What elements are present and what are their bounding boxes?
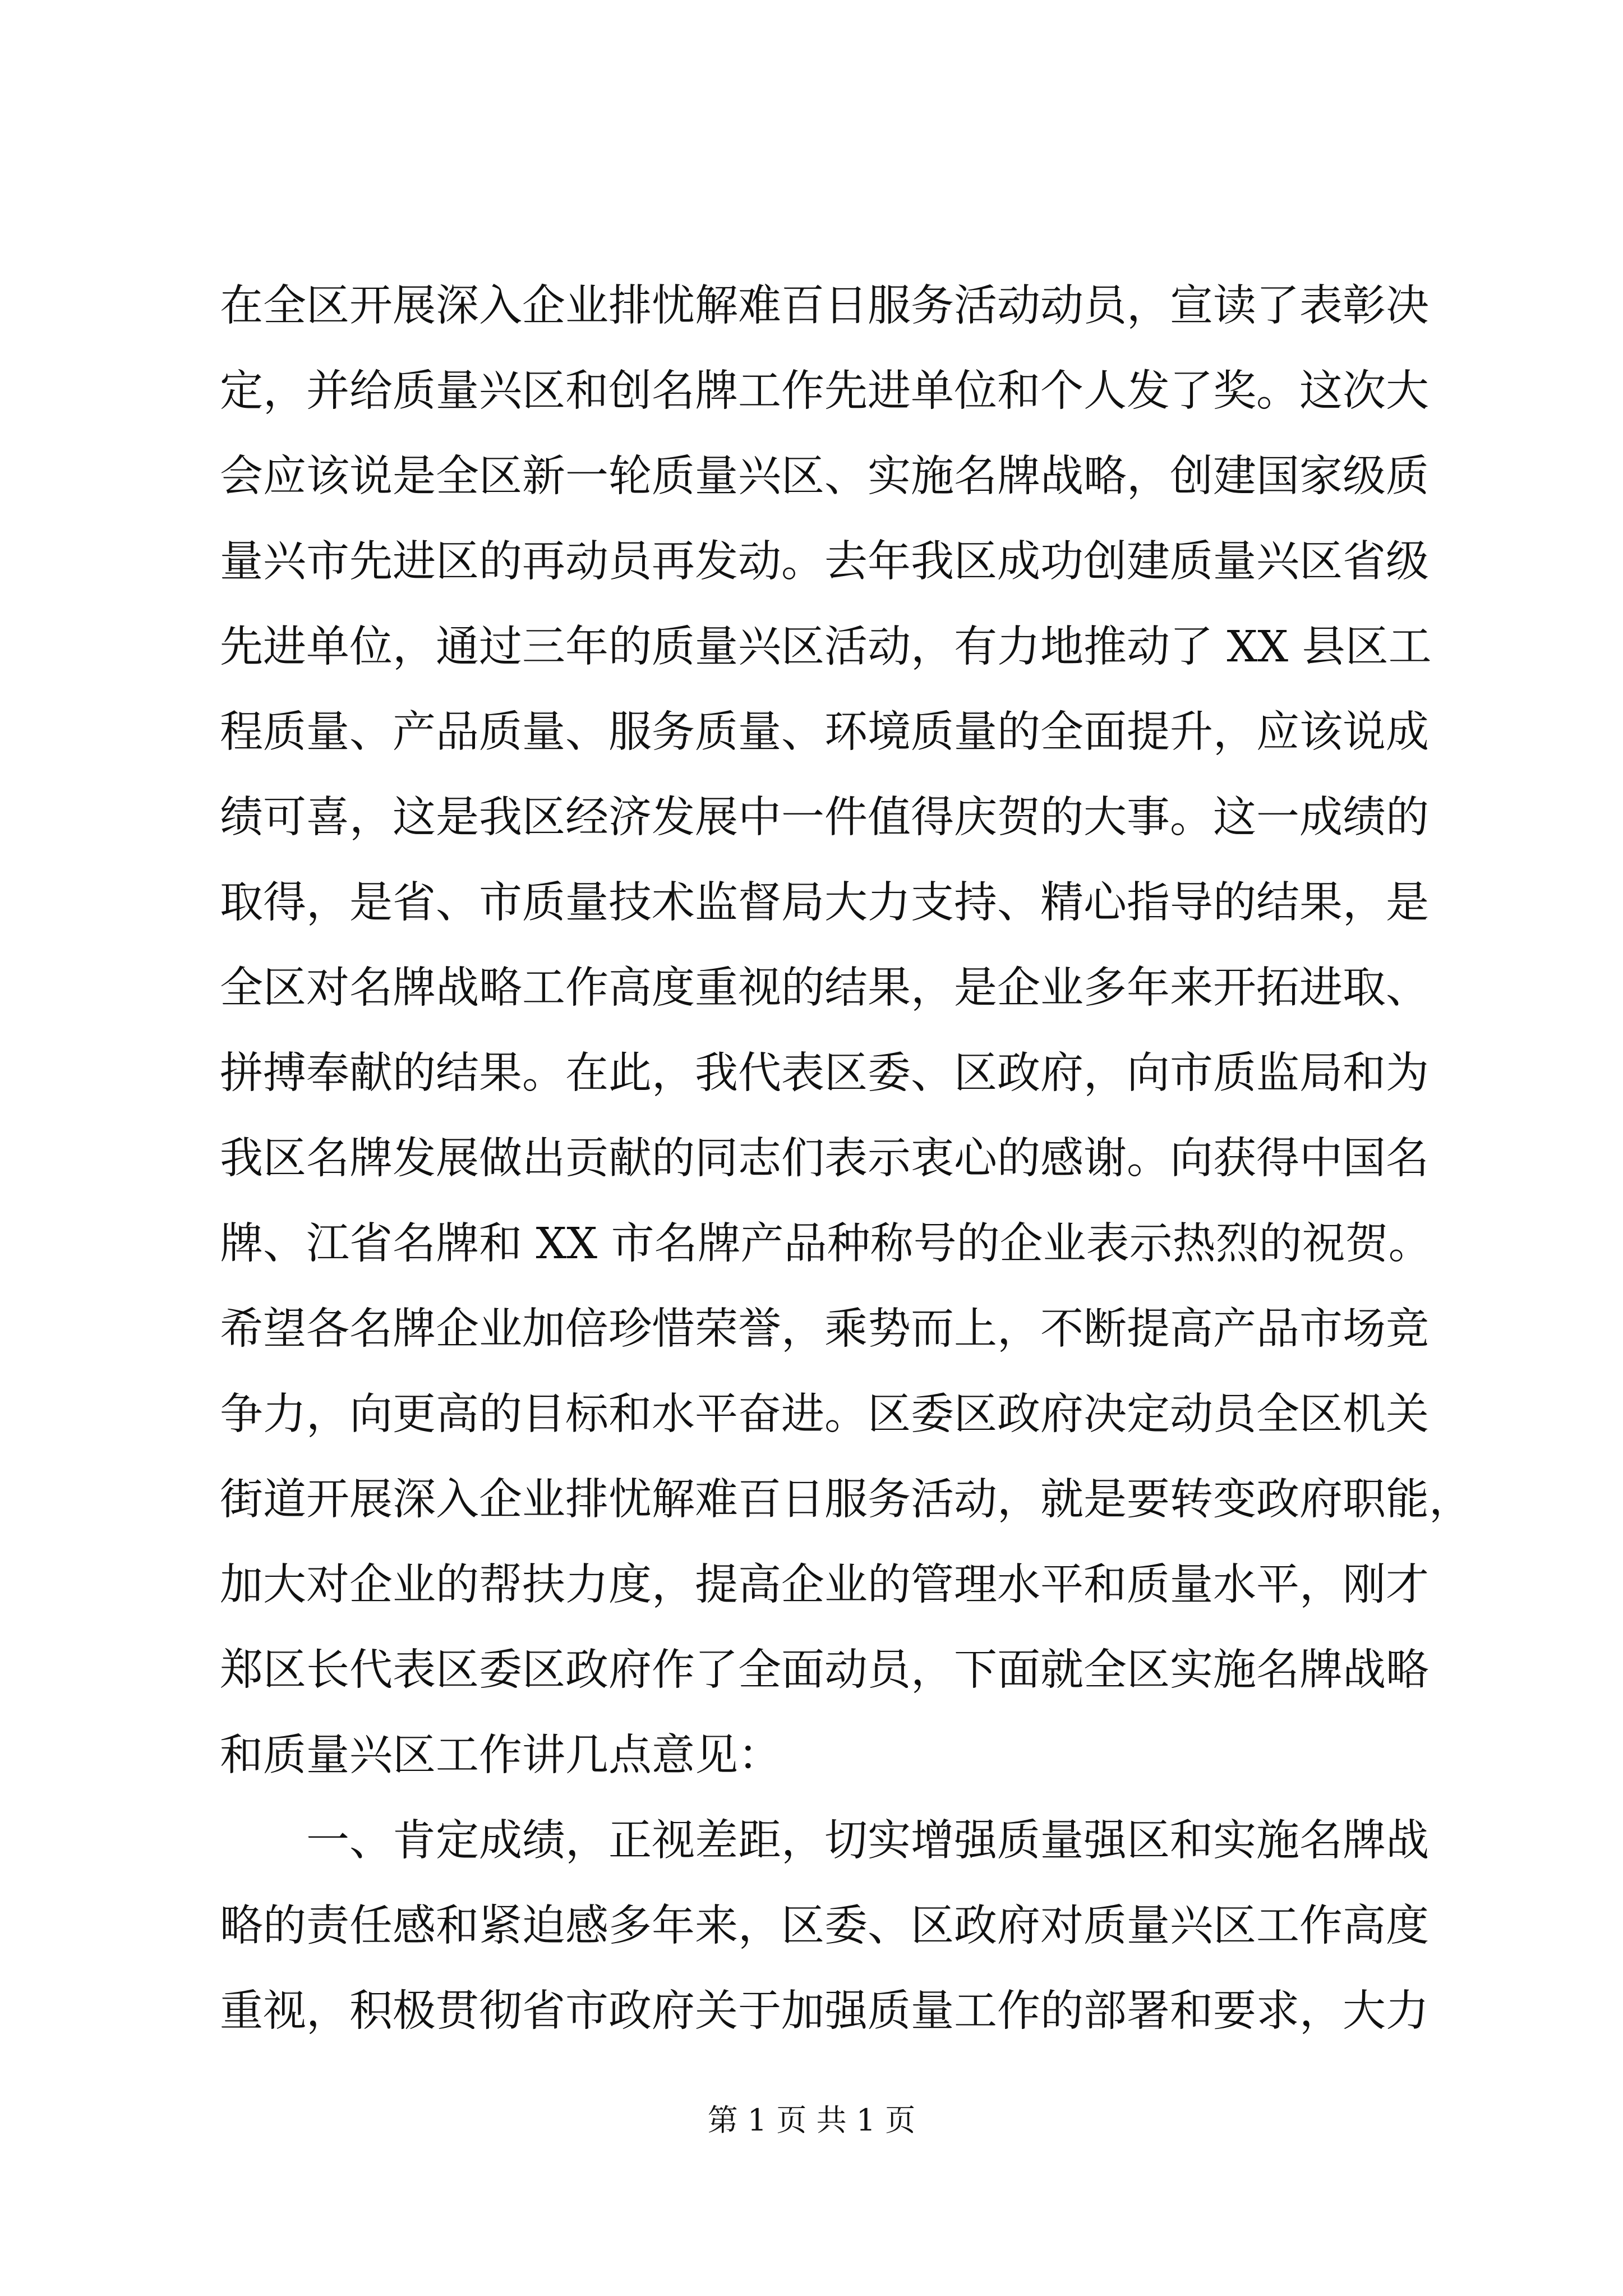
text-line: 拼搏奉献的结果。在此，我代表区委、区政府，向市质监局和为 [220, 1048, 1429, 1098]
text-line: 量兴市先进区的再动员再发动。去年我区成功创建质量兴区省级 [220, 537, 1429, 587]
text-line: 郑区长代表区委区政府作了全面动员，下面就全区实施名牌战略 [220, 1645, 1429, 1695]
text-line: 我区名牌发展做出贡献的同志们表示衷心的感谢。向获得中国名 [220, 1134, 1429, 1184]
text-line: 希望各名牌企业加倍珍惜荣誉，乘势而上，不断提高产品市场竞 [220, 1304, 1429, 1354]
text-line: 在全区开展深入企业排忧解难百日服务活动动员，宣读了表彰决 [220, 281, 1429, 331]
text-line: 加大对企业的帮扶力度，提高企业的管理水平和质量水平，刚才 [220, 1560, 1429, 1610]
text-line: 重视，积极贯彻省市政府关于加强质量工作的部署和要求，大力 [220, 1986, 1429, 2036]
text-line: 牌、江省名牌和 XX 市名牌产品种称号的企业表示热烈的祝贺。 [220, 1219, 1432, 1269]
text-line: 取得，是省、市质量技术监督局大力支持、精心指导的结果，是 [220, 878, 1429, 928]
text-line: 先进单位，通过三年的质量兴区活动，有力地推动了 XX 县区工 [220, 622, 1432, 672]
text-line: 绩可喜，这是我区经济发展中一件值得庆贺的大事。这一成绩的 [220, 793, 1429, 843]
text-line: 略的责任感和紧迫感多年来，区委、区政府对质量兴区工作高度 [220, 1901, 1429, 1951]
text-line: 全区对名牌战略工作高度重视的结果，是企业多年来开拓进取、 [220, 963, 1429, 1013]
section-heading-line: 一、肯定成绩，正视差距，切实增强质量强区和实施名牌战 [306, 1816, 1429, 1866]
page-footer: 第 1 页 共 1 页 [707, 2102, 916, 2138]
text-line: 会应该说是全区新一轮质量兴区、实施名牌战略，创建国家级质 [220, 452, 1429, 501]
text-line: 争力，向更高的目标和水平奋进。区委区政府决定动员全区机关 [220, 1389, 1429, 1439]
text-line: 和质量兴区工作讲几点意见： [220, 1731, 781, 1780]
text-line: 街道开展深入企业排忧解难百日服务活动，就是要转变政府职能， [220, 1475, 1472, 1525]
text-line: 程质量、产品质量、服务质量、环境质量的全面提升，应该说成 [220, 707, 1429, 757]
text-line: 定，并给质量兴区和创名牌工作先进单位和个人发了奖。这次大 [220, 366, 1429, 416]
document-body [220, 264, 1472, 2054]
